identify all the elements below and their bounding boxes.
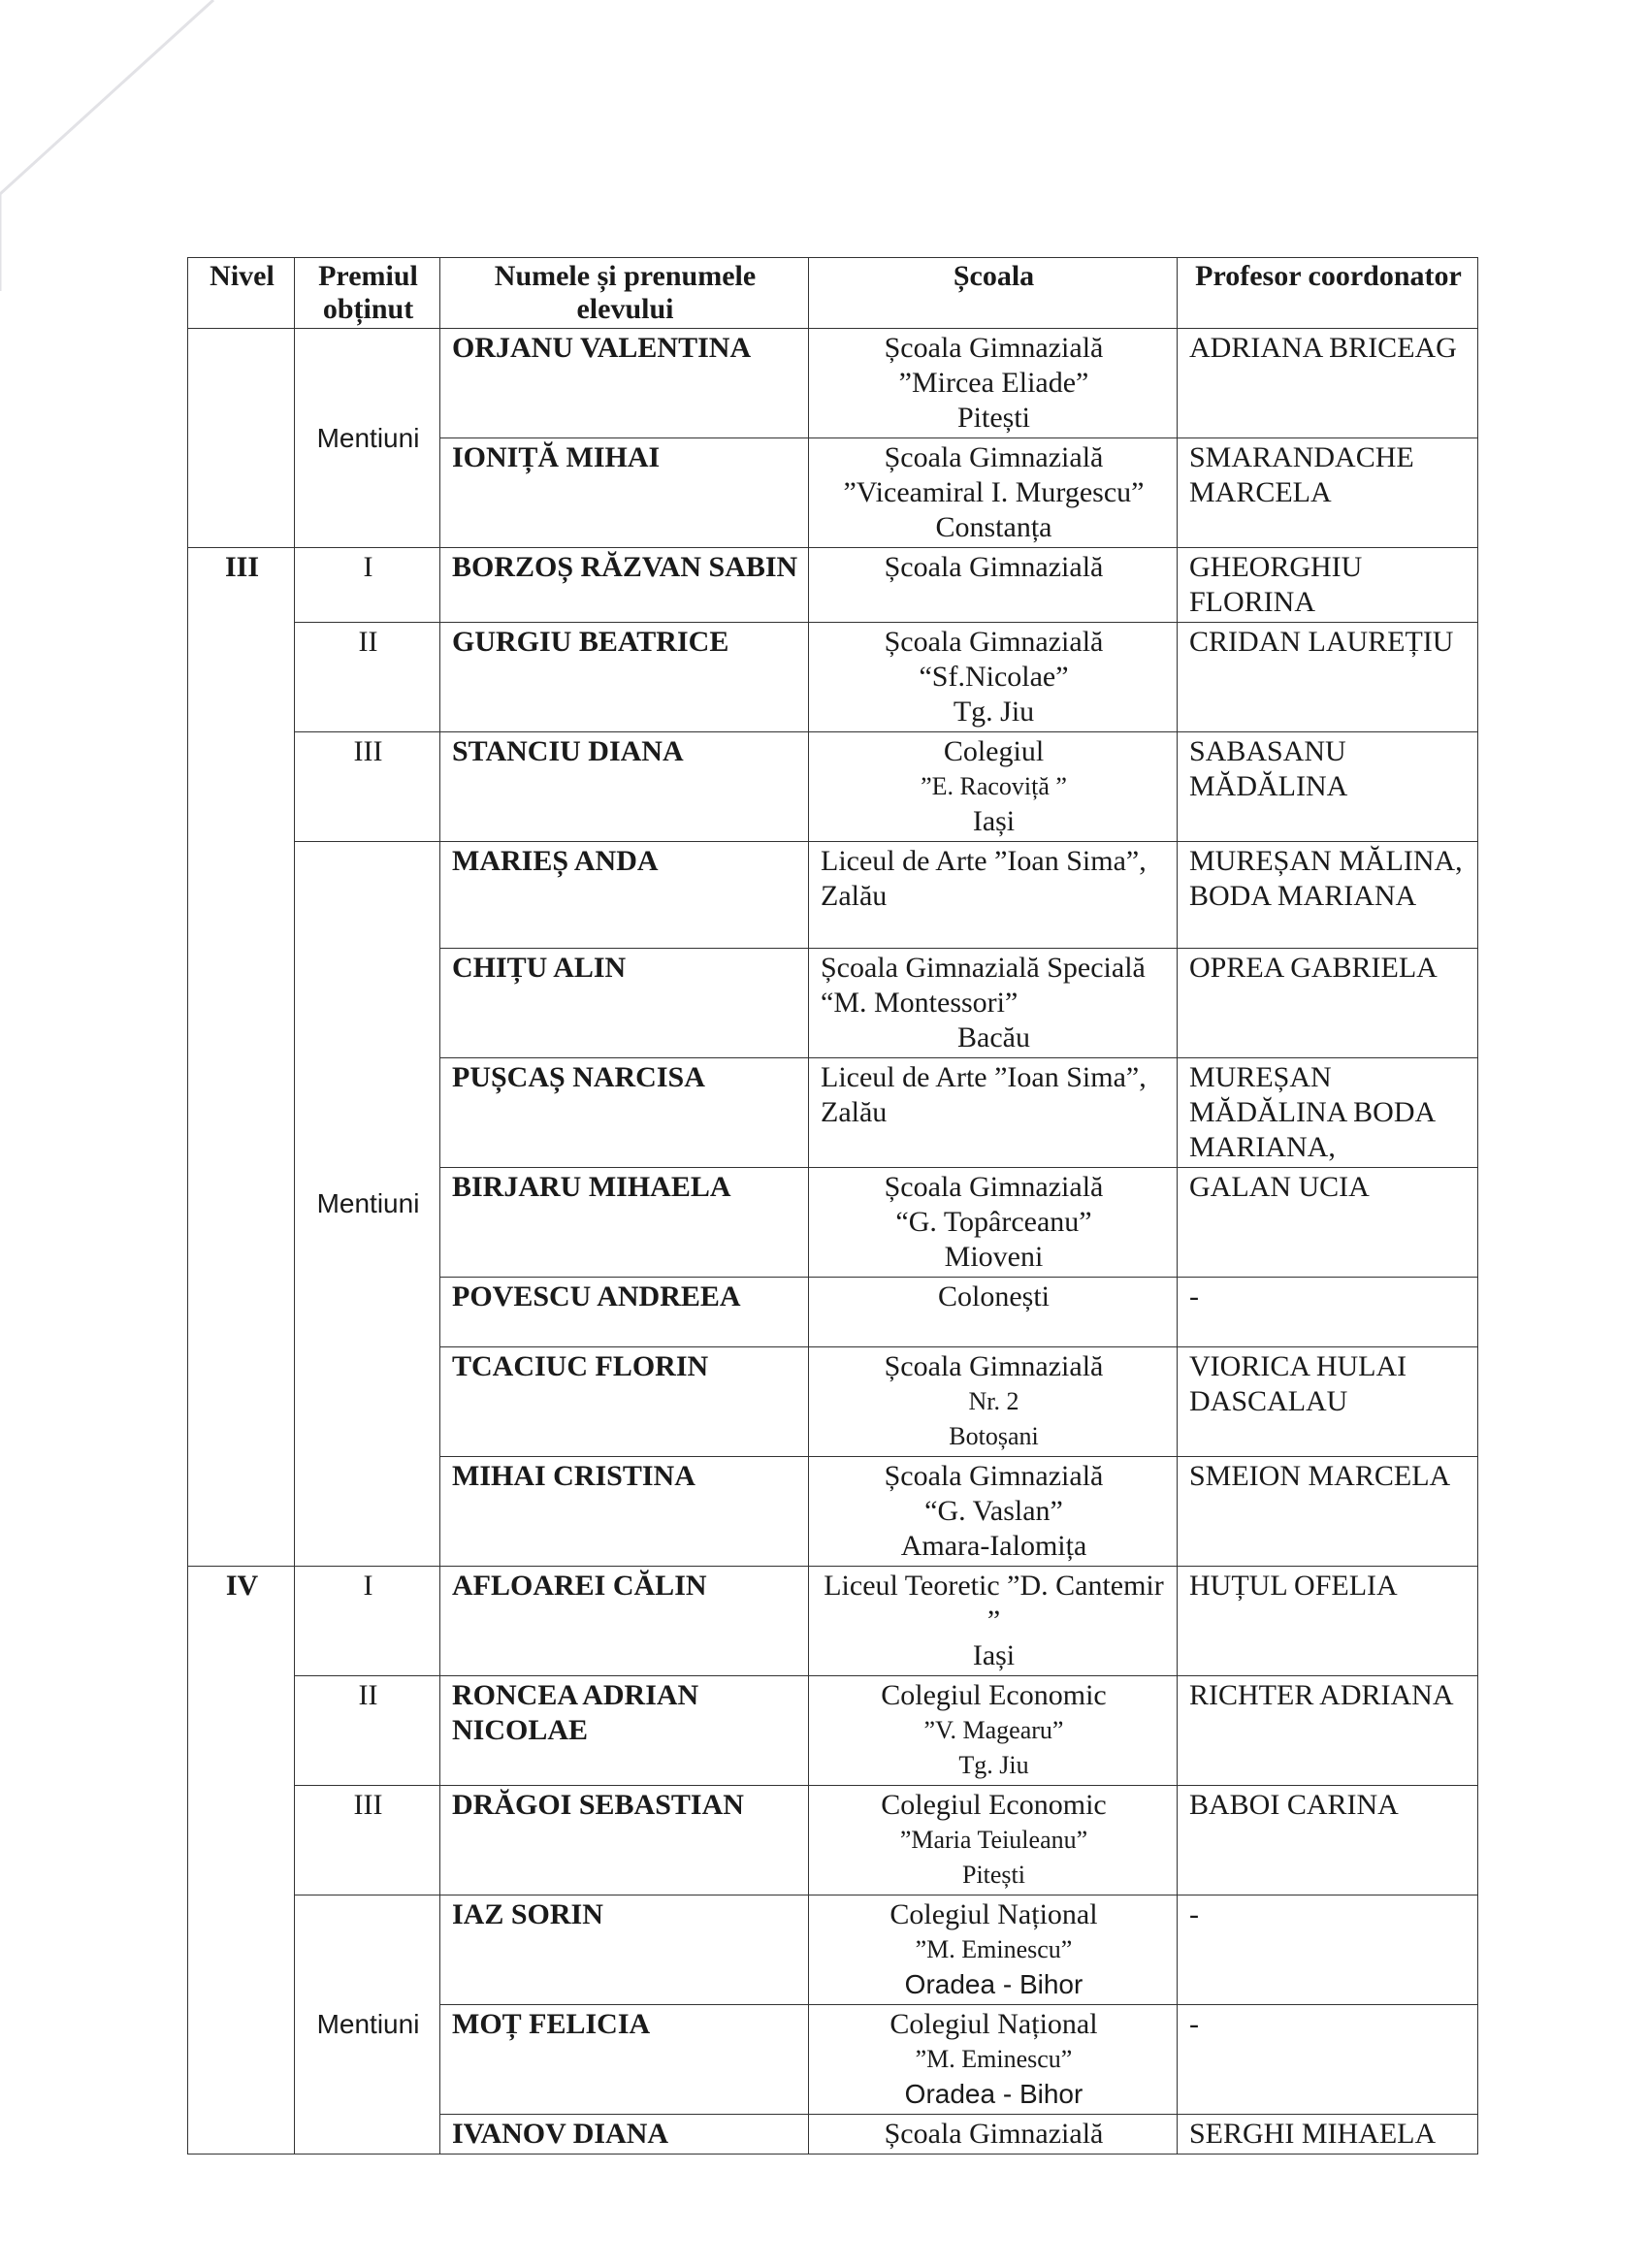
school-cell (809, 1278, 1178, 1347)
teacher-name: BABOI CARINA (1178, 1786, 1478, 1895)
header-nume: Numele și prenumele elevului (440, 258, 809, 329)
student-name: MARIEȘ ANDA (440, 842, 809, 949)
teacher-name: ADRIANA BRICEAG (1178, 329, 1478, 438)
school-cell (809, 1058, 1178, 1168)
school-cell (809, 1676, 1178, 1786)
premiu-mentiuni: Mentiuni (295, 329, 440, 548)
school-line: “Sf.Nicolae” (919, 661, 1069, 693)
student-name: CHIȚU ALIN (440, 949, 809, 1058)
school-line: Oradea - Bihor (904, 1969, 1083, 1999)
school-line: Pitești (956, 402, 1030, 434)
teacher-name: MUREȘAN MĂDĂLINA BODA MARIANA, (1178, 1058, 1478, 1168)
table-row (188, 329, 1478, 438)
school-line: Colegiul Economic (881, 1789, 1107, 1821)
teacher-name: - (1178, 2005, 1478, 2115)
school-line: ”V. Magearu” (923, 1716, 1064, 1744)
school-cell (809, 842, 1178, 949)
student-name: IVANOV DIANA (440, 2115, 809, 2155)
header-premiu: Premiul obținut (295, 258, 440, 329)
school-line: Școala Gimnazială (884, 1350, 1104, 1382)
nivel-cell-empty (188, 329, 295, 548)
school-line: Colegiul Național (889, 1898, 1098, 1930)
school-cell (809, 1567, 1178, 1676)
premiu-cell: III (295, 1786, 440, 1895)
school-line: Colonești (937, 1280, 1050, 1312)
teacher-name: RICHTER ADRIANA (1178, 1676, 1478, 1786)
teacher-name: - (1178, 1895, 1478, 2005)
school-line: Colegiul Economic (881, 1679, 1107, 1711)
school-line: Oradea - Bihor (904, 2079, 1083, 2109)
school-line: Școala Gimnazială (884, 332, 1104, 364)
student-name: TCACIUC FLORIN (440, 1347, 809, 1457)
school-cell (809, 438, 1178, 548)
school-line: “G. Vaslan” (924, 1495, 1063, 1527)
school-line: ”Maria Teiuleanu” (899, 1826, 1088, 1854)
school-line: Colegiul Național (889, 2008, 1098, 2040)
student-name: MIHAI CRISTINA (440, 1457, 809, 1567)
results-table (187, 257, 1478, 2155)
school-line: Liceul de Arte ”Ioan Sima”, Zalău (821, 1061, 1147, 1128)
school-line: Iași (972, 1639, 1016, 1671)
header-row (188, 258, 1478, 329)
school-cell (809, 1786, 1178, 1895)
premiu-mentiuni: Mentiuni (295, 1895, 440, 2155)
school-cell (809, 2115, 1178, 2155)
premiu-mentiuni: Mentiuni (295, 842, 440, 1567)
table-row (188, 1786, 1478, 1895)
teacher-name: GALAN UCIA (1178, 1168, 1478, 1278)
school-cell (809, 2005, 1178, 2115)
student-name: ORJANU VALENTINA (440, 329, 809, 438)
school-line: Școala Gimnazială (884, 1460, 1104, 1492)
table-row (188, 548, 1478, 623)
school-cell (809, 1347, 1178, 1457)
header-scoala: Școala (809, 258, 1178, 329)
nivel-cell: IV (188, 1567, 295, 2155)
school-line: Botoșani (949, 1422, 1039, 1450)
teacher-name: VIORICA HULAI DASCALAU (1178, 1347, 1478, 1457)
table-row (188, 1676, 1478, 1786)
school-line: Școala Gimnazială (884, 626, 1104, 658)
school-line: ”M. Eminescu” (915, 2045, 1073, 2073)
student-name: RONCEA ADRIAN NICOLAE (440, 1676, 809, 1786)
student-name: BIRJARU MIHAELA (440, 1168, 809, 1278)
premiu-cell: I (295, 548, 440, 623)
school-line: Tg. Jiu (953, 696, 1035, 728)
school-line: Școala Gimnazială (884, 441, 1104, 473)
teacher-name: OPREA GABRIELA (1178, 949, 1478, 1058)
student-name: PUȘCAȘ NARCISA (440, 1058, 809, 1168)
school-line: ”E. Racoviță ” (921, 772, 1067, 800)
premiu-cell: III (295, 732, 440, 842)
school-line: Iași (972, 805, 1016, 837)
teacher-name: - (1178, 1278, 1478, 1347)
teacher-name: HUȚUL OFELIA (1178, 1567, 1478, 1676)
premiu-cell: I (295, 1567, 440, 1676)
school-line: Amara-Ialomița (900, 1530, 1087, 1562)
teacher-name: MUREȘAN MĂLINA, BODA MARIANA (1178, 842, 1478, 949)
table-row (188, 623, 1478, 732)
school-line: Mioveni (944, 1241, 1044, 1273)
table-row (188, 842, 1478, 949)
table-row (188, 1567, 1478, 1676)
student-name: GURGIU BEATRICE (440, 623, 809, 732)
teacher-name: SERGHI MIHAELA (1178, 2115, 1478, 2155)
school-line: Nr. 2 (968, 1387, 1019, 1415)
school-cell (809, 949, 1178, 1058)
teacher-name: SMARANDACHE MARCELA (1178, 438, 1478, 548)
school-line: Liceul de Arte ”Ioan Sima”, Zalău (821, 845, 1147, 912)
school-cell (809, 1895, 1178, 2005)
school-cell (809, 732, 1178, 842)
school-line: Bacău (957, 1021, 1030, 1053)
school-cell (809, 329, 1178, 438)
header-profesor: Profesor coordonator (1178, 258, 1478, 329)
school-line: Colegiul (943, 735, 1045, 767)
student-name: DRĂGOI SEBASTIAN (440, 1786, 809, 1895)
school-line: “G. Topârceanu” (895, 1206, 1092, 1238)
school-line: Pitești (961, 1861, 1025, 1889)
school-cell (809, 1168, 1178, 1278)
student-name: POVESCU ANDREEA (440, 1278, 809, 1347)
teacher-name: CRIDAN LAUREȚIU (1178, 623, 1478, 732)
student-name: IONIȚĂ MIHAI (440, 438, 809, 548)
school-line: Școala Gimnazială (884, 2118, 1104, 2150)
table-row (188, 732, 1478, 842)
page-fold-shadow (0, 0, 223, 291)
school-line: Școala Gimnazială (884, 551, 1104, 583)
school-line: ”Viceamiral I. Murgescu” (843, 476, 1145, 508)
premiu-cell: II (295, 623, 440, 732)
premiu-cell: II (295, 1676, 440, 1786)
school-cell (809, 623, 1178, 732)
school-line: Școala Gimnazială Specială “M. Montessori” (821, 952, 1146, 1019)
table-row (188, 1895, 1478, 2005)
student-name: IAZ SORIN (440, 1895, 809, 2005)
teacher-name: GHEORGHIU FLORINA (1178, 548, 1478, 623)
student-name: AFLOAREI CĂLIN (440, 1567, 809, 1676)
student-name: MOȚ FELICIA (440, 2005, 809, 2115)
teacher-name: SABASANU MĂDĂLINA (1178, 732, 1478, 842)
header-nivel: Nivel (188, 258, 295, 329)
student-name: BORZOȘ RĂZVAN SABIN (440, 548, 809, 623)
school-cell (809, 548, 1178, 623)
student-name: STANCIU DIANA (440, 732, 809, 842)
nivel-cell: III (188, 548, 295, 1567)
school-line: ”Mircea Eliade” (898, 367, 1089, 399)
teacher-name: SMEION MARCELA (1178, 1457, 1478, 1567)
school-cell (809, 1457, 1178, 1567)
school-line: Tg. Jiu (958, 1751, 1029, 1779)
school-line: Școala Gimnazială (884, 1171, 1104, 1203)
school-line: ”M. Eminescu” (915, 1935, 1073, 1963)
school-line: Liceul Teoretic ”D. Cantemir ” (824, 1570, 1164, 1636)
school-line: Constanța (935, 511, 1052, 543)
